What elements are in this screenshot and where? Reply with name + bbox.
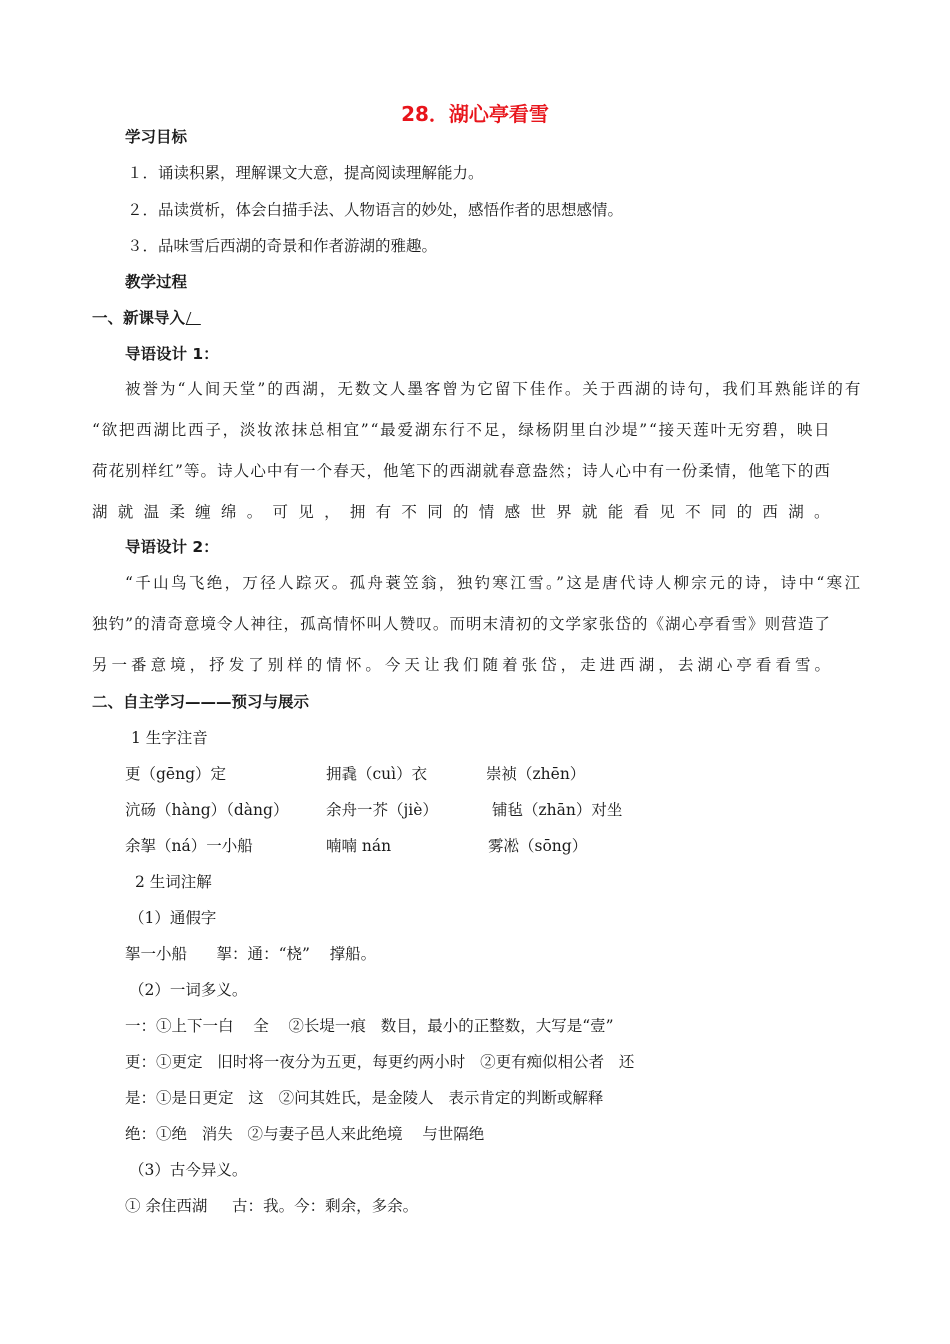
gujin-heading: （3）古今异义。 (129, 1161, 248, 1179)
objective-item: ３．品味雪后西湖的奇景和作者游湖的雅趣。 (127, 237, 438, 255)
paragraph-line: “千山鸟飞绝，万径人踪灭。孤舟蓑笠翁，独钓寒江雪。”这是唐代诗人柳宗元的诗，诗中“寒江 (125, 574, 863, 592)
pinyin-cell: 雾凇（sōng） (488, 837, 588, 855)
page-title: 28．湖心亭看雪 (401, 102, 549, 126)
paragraph-line: “欲把西湖比西子，淡妆浓抹总相宜”“最爱湖东行不足，绿杨阴里白沙堤”“接天莲叶无穷碧，映日 (92, 421, 832, 439)
objectives-heading: 学习目标 (125, 128, 188, 146)
paragraph-line: 独钓”的清奇意境令人神往，孤高情怀叫人赞叹。而明末清初的文学家张岱的《湖心亭看雪》则营造了 (92, 615, 832, 633)
polysemy-line: 是：①是日更定 这 ②问其姓氏，是金陵人 表示肯定的判断或解释 (125, 1089, 604, 1107)
polysemy-heading: （2）一词多义。 (129, 981, 248, 999)
pinyin-cell: 铺毡（zhān）对坐 (492, 801, 623, 819)
paragraph-line: 湖就温柔缠绵。可见，拥有不同的情感世界就能看见不同的西湖。 (92, 503, 840, 521)
pinyin-cell: 余舟一芥（jiè） (326, 801, 438, 819)
tongjia-line: 挐一小船 挐：通：“桡” 撑船。 (125, 945, 377, 963)
pinyin-cell: 余挐（ná）一小船 (125, 837, 253, 855)
polysemy-line: 一：①上下一白 全 ②长堤一痕 数目，最小的正整数，大写是“壹” (125, 1017, 614, 1035)
pinyin-heading: 1 生字注音 (131, 729, 208, 747)
vocab-heading: 2 生词注解 (135, 873, 212, 891)
design2-heading: 导语设计 2： (125, 538, 219, 556)
paragraph-line: 被誉为“人间天堂”的西湖，无数文人墨客曾为它留下佳作。关于西湖的诗句，我们耳熟能详的有 (125, 380, 863, 398)
design1-heading: 导语设计 1： (125, 345, 219, 363)
tongjia-heading: （1）通假字 (129, 909, 217, 927)
section2-heading: 二、自主学习———预习与展示 (92, 693, 310, 711)
process-heading: 教学过程 (125, 273, 188, 291)
gujin-line: ① 余住西湖 古：我。今：剩余，多余。 (125, 1197, 419, 1215)
pinyin-cell: 更（gēng）定 (125, 765, 227, 783)
pinyin-cell: 崇祯（zhēn） (486, 765, 586, 783)
objective-item: ２．品读赏析，体会白描手法、人物语言的妙处，感悟作者的思想感情。 (127, 201, 624, 219)
polysemy-line: 更：①更定 旧时将一夜分为五更，每更约两小时 ②更有痴似相公者 还 (125, 1053, 635, 1071)
pinyin-cell: 喃喃 nán (326, 837, 392, 855)
underline-mark (186, 312, 206, 325)
section1-heading: 一、新课导入 (92, 308, 203, 328)
objective-item: １．诵读积累，理解课文大意，提高阅读理解能力。 (127, 164, 484, 182)
pinyin-cell: 拥毳（cuì）衣 (326, 765, 428, 783)
polysemy-line: 绝：①绝 消失 ②与妻子邑人来此绝境 与世隔绝 (125, 1125, 485, 1143)
pinyin-cell: 沆砀（hàng）（dàng） (125, 801, 289, 819)
paragraph-line: 另一番意境，抒发了别样的情怀。今天让我们随着张岱，走进西湖，去湖心亭看看雪。 (92, 656, 835, 674)
paragraph-line: 荷花别样红”等。诗人心中有一个春天，他笔下的西湖就春意盎然；诗人心中有一份柔情，他笔下的西 (92, 462, 832, 480)
